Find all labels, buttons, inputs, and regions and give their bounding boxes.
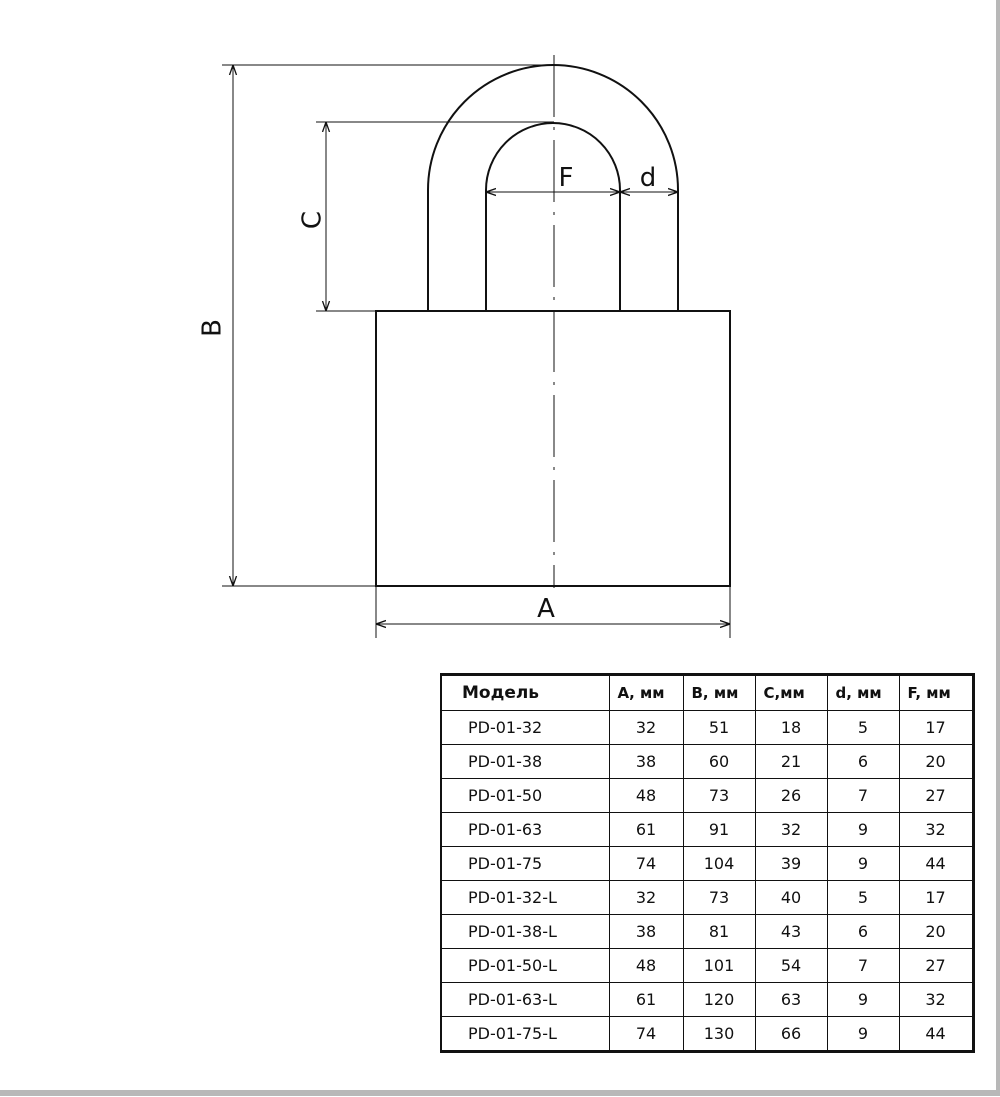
cell-a: 48 bbox=[609, 949, 683, 983]
table-row bbox=[441, 779, 973, 813]
cell-d: 7 bbox=[827, 779, 899, 813]
label-c: C bbox=[297, 210, 328, 230]
cell-model: PD-01-50 bbox=[441, 779, 609, 813]
cell-f: 32 bbox=[899, 813, 973, 847]
cell-c: 54 bbox=[755, 949, 827, 983]
cell-f: 44 bbox=[899, 1017, 973, 1052]
cell-d: 7 bbox=[827, 949, 899, 983]
cell-model: PD-01-38-L bbox=[441, 915, 609, 949]
shackle-inner bbox=[486, 123, 620, 311]
cell-model: PD-01-32 bbox=[441, 711, 609, 745]
cell-c: 40 bbox=[755, 881, 827, 915]
header-f: F, мм bbox=[899, 675, 973, 711]
cell-model: PD-01-38 bbox=[441, 745, 609, 779]
table-row bbox=[441, 847, 973, 881]
cell-a: 38 bbox=[609, 915, 683, 949]
cell-b: 130 bbox=[683, 1017, 755, 1052]
cell-f: 20 bbox=[899, 915, 973, 949]
spec-table bbox=[440, 673, 975, 1053]
cell-d: 9 bbox=[827, 813, 899, 847]
cell-d: 6 bbox=[827, 745, 899, 779]
cell-d: 9 bbox=[827, 983, 899, 1017]
lock-body bbox=[376, 311, 730, 586]
table-header-row bbox=[441, 675, 973, 711]
table-row bbox=[441, 881, 973, 915]
header-d: d, мм bbox=[827, 675, 899, 711]
table-row bbox=[441, 711, 973, 745]
cell-c: 66 bbox=[755, 1017, 827, 1052]
cell-c: 26 bbox=[755, 779, 827, 813]
cell-b: 101 bbox=[683, 949, 755, 983]
cell-model: PD-01-32-L bbox=[441, 881, 609, 915]
extension-lines bbox=[222, 65, 730, 638]
cell-c: 39 bbox=[755, 847, 827, 881]
label-a: A bbox=[537, 594, 555, 624]
label-f: F bbox=[558, 163, 574, 193]
cell-f: 20 bbox=[899, 745, 973, 779]
cell-b: 104 bbox=[683, 847, 755, 881]
cell-model: PD-01-50-L bbox=[441, 949, 609, 983]
cell-b: 51 bbox=[683, 711, 755, 745]
cell-f: 27 bbox=[899, 779, 973, 813]
table-row bbox=[441, 915, 973, 949]
cell-model: PD-01-63 bbox=[441, 813, 609, 847]
cell-b: 81 bbox=[683, 915, 755, 949]
cell-b: 60 bbox=[683, 745, 755, 779]
header-a: А, мм bbox=[609, 675, 683, 711]
cell-c: 63 bbox=[755, 983, 827, 1017]
cell-d: 9 bbox=[827, 1017, 899, 1052]
label-b: B bbox=[197, 319, 228, 337]
cell-a: 61 bbox=[609, 813, 683, 847]
cell-a: 32 bbox=[609, 711, 683, 745]
cell-d: 5 bbox=[827, 881, 899, 915]
cell-b: 120 bbox=[683, 983, 755, 1017]
cell-f: 17 bbox=[899, 711, 973, 745]
cell-f: 27 bbox=[899, 949, 973, 983]
cell-a: 61 bbox=[609, 983, 683, 1017]
table-row bbox=[441, 813, 973, 847]
table-row bbox=[441, 745, 973, 779]
cell-a: 38 bbox=[609, 745, 683, 779]
cell-b: 73 bbox=[683, 779, 755, 813]
cell-c: 18 bbox=[755, 711, 827, 745]
cell-b: 91 bbox=[683, 813, 755, 847]
cell-a: 48 bbox=[609, 779, 683, 813]
table-row bbox=[441, 1017, 973, 1052]
cell-model: PD-01-63-L bbox=[441, 983, 609, 1017]
header-model: Модель bbox=[441, 675, 609, 711]
cell-c: 21 bbox=[755, 745, 827, 779]
cell-model: PD-01-75-L bbox=[441, 1017, 609, 1052]
cell-b: 73 bbox=[683, 881, 755, 915]
cell-a: 74 bbox=[609, 847, 683, 881]
cell-d: 6 bbox=[827, 915, 899, 949]
header-c: С,мм bbox=[755, 675, 827, 711]
cell-d: 9 bbox=[827, 847, 899, 881]
cell-c: 43 bbox=[755, 915, 827, 949]
cell-f: 17 bbox=[899, 881, 973, 915]
table-row bbox=[441, 983, 973, 1017]
dimension-lines bbox=[233, 65, 730, 624]
cell-f: 44 bbox=[899, 847, 973, 881]
label-d: d bbox=[639, 163, 657, 193]
cell-f: 32 bbox=[899, 983, 973, 1017]
cell-a: 74 bbox=[609, 1017, 683, 1052]
cell-d: 5 bbox=[827, 711, 899, 745]
cell-a: 32 bbox=[609, 881, 683, 915]
table-row bbox=[441, 949, 973, 983]
cell-c: 32 bbox=[755, 813, 827, 847]
header-b: В, мм bbox=[683, 675, 755, 711]
cell-model: PD-01-75 bbox=[441, 847, 609, 881]
